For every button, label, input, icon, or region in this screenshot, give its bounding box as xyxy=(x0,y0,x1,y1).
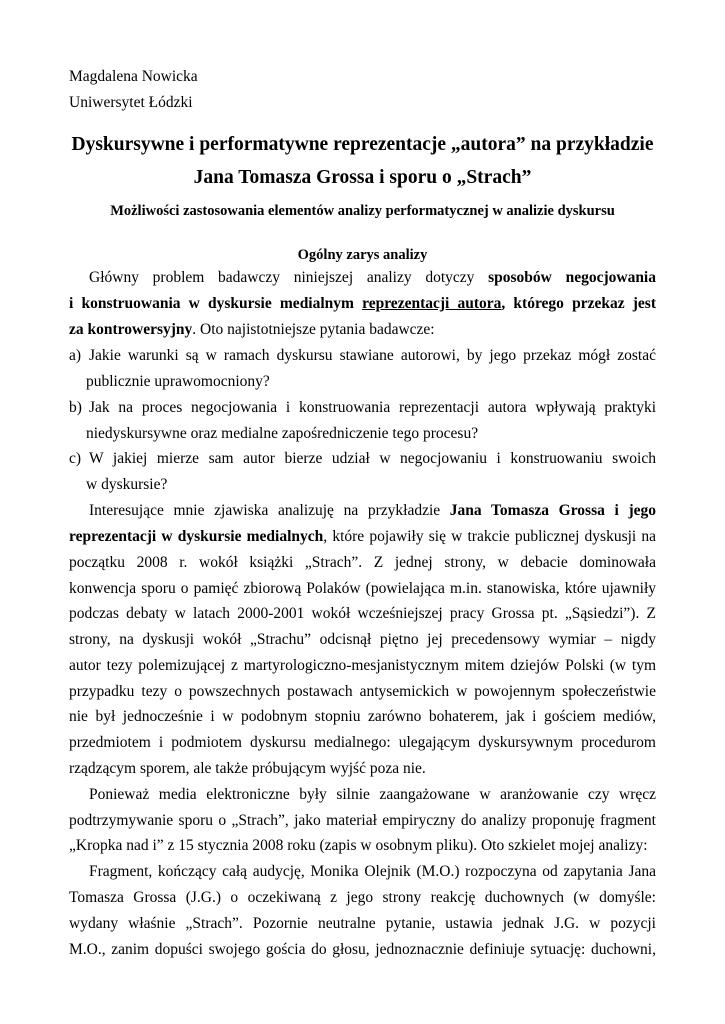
title-line-1: Dyskursywne i performatywne reprezentacje „autora” na przykładzie xyxy=(71,134,654,155)
section-heading: Ogólny zarys analizy xyxy=(297,247,428,263)
paragraph-line: konwencja sporu o pamięć zbiorową Polaków (powielająca m.in. stanowiska, które ujawniły xyxy=(69,580,656,597)
paragraph-line xyxy=(89,268,656,288)
list-item-text: w dyskursie? xyxy=(86,476,168,493)
list-item-text: publicznie uprawomocniony? xyxy=(86,373,270,390)
list-item-text: niedyskursywne oraz medialne zapośredniczenie tego procesu? xyxy=(86,425,479,442)
underlined-emphasis: reprezentacji autora xyxy=(362,295,502,312)
list-item-marker: a) xyxy=(69,347,82,364)
text-run: , które pojawiły się w trakcie publicznej dyskusji na xyxy=(323,528,656,545)
emphasis-run: reprezentacji w dyskursie medialnych xyxy=(69,528,324,545)
paragraph-line: podczas debaty w latach 2000-2001 wokół wcześniejszej pracy Grossa pt. „Sąsiedzi”). Z xyxy=(69,605,656,622)
paragraph-line: Tomasza Grossa (J.G.) o oczekiwaną z jego strony reakcję duchownych (w domyśle: xyxy=(69,889,656,906)
list-item-text: Jak na proces negocjowania i konstruowania reprezentacji autora wpływają praktyki xyxy=(89,399,656,416)
text-run: Interesujące mnie zjawiska analizuję na przykładzie xyxy=(89,502,450,519)
emphasis-run: i konstruowania w dyskursie medialnym xyxy=(69,295,363,312)
paragraph-line: początku 2008 r. wokół książki „Strach”. Z jednej strony, w debacie dominowała xyxy=(69,554,656,571)
list-item-text: W jakiej mierze sam autor bierze udział w negocjowaniu i konstruowaniu swoich xyxy=(89,450,656,467)
author-name: Magdalena Nowicka xyxy=(69,68,198,85)
paragraph-line: nie był jednocześnie i w podobnym stopniu zarówno bohaterem, jak i gościem mediów, xyxy=(69,708,656,725)
paragraph-line: podtrzymywanie sporu o „Strach”, jako materiał empiryczny do analizy proponuję fragment xyxy=(69,812,656,829)
paragraph-line xyxy=(69,320,725,340)
paragraph-line: Ponieważ media elektroniczne były silnie zaangażowane w aranżowanie czy wręcz xyxy=(89,786,656,803)
author-affiliation: Uniwersytet Łódzki xyxy=(69,94,193,111)
paragraph-line: Fragment, kończący całą audycję, Monika Olejnik (M.O.) rozpoczyna od zapytania Jana xyxy=(89,863,656,880)
list-item-marker: c) xyxy=(69,450,82,467)
paragraph-line: strony, na dyskusji wokół „Strachu” odcisnął piętno jej precedensowy wymiar – nigdy xyxy=(69,631,656,648)
paragraph-line: autor tezy polemizującej z martyrologiczno-mesjanistycznym mitem dziejów Polski (w tym xyxy=(69,657,656,674)
list-item-marker: b) xyxy=(69,399,82,416)
emphasis-run: sposobów negocjowania xyxy=(488,269,656,286)
paragraph-line xyxy=(69,527,656,547)
paragraph-line: wydany właśnie „Strach”. Pozornie neutralne pytanie, ustawia jednak J.G. w pozycji xyxy=(69,915,656,932)
title-line-2: Jana Tomasza Grossa i sporu o „Strach” xyxy=(193,167,532,188)
paragraph-line: przypadku tezy o powszechnych postawach antysemickich w powojennym społeczeństwie xyxy=(69,683,656,700)
paragraph-line: M.O., zanim dopuści swojego gościa do głosu, jednoznacznie definiuje sytuację: duchowni, xyxy=(69,941,656,958)
emphasis-run: , którego przekaz jest xyxy=(501,295,656,312)
paragraph-line xyxy=(89,501,656,521)
paragraph-line: rządzącym sporem, ale także próbującym wyjść poza nie. xyxy=(69,760,426,777)
paragraph-line: „Kropka nad i” z 15 stycznia 2008 roku (zapis w osobnym pliku). Oto szkielet mojej analizy: xyxy=(69,837,648,854)
text-run: Główny problem badawczy niniejszej analizy dotyczy xyxy=(89,269,489,286)
text-run: . Oto najistotniejsze pytania badawcze: xyxy=(192,321,435,338)
emphasis-run: Jana Tomasza Grossa i jego xyxy=(449,502,656,519)
emphasis-run: za kontrowersyjny xyxy=(69,321,193,338)
list-item-text: Jakie warunki są w ramach dyskursu stawiane autorowi, by jego przekaz mógł zostać xyxy=(89,347,656,364)
paragraph-line: przedmiotem i podmiotem dyskursu medialnego: ulegającym dyskursywnym procedurom xyxy=(69,734,656,751)
subtitle: Możliwości zastosowania elementów analizy performatycznej w analizie dyskursu xyxy=(110,203,615,219)
paragraph-line xyxy=(69,294,656,314)
